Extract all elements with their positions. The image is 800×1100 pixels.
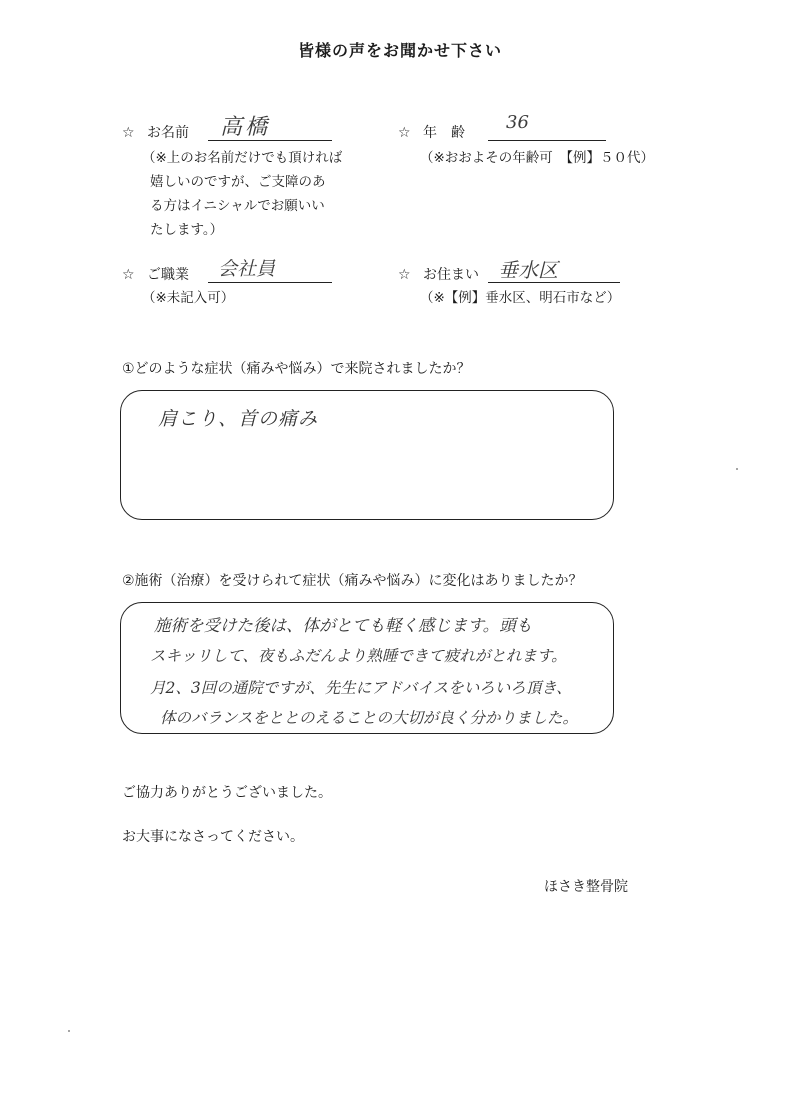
- age-value: 36: [506, 112, 529, 133]
- name-underline: [208, 140, 332, 141]
- occupation-underline: [208, 282, 332, 283]
- age-field: [398, 122, 465, 142]
- answer-2-line-3: 月2、3回の通院ですが、先生にアドバイスをいろいろ頂き、: [150, 679, 572, 697]
- name-note-line-3: る方はイニシャルでお願いい: [150, 198, 325, 214]
- scan-speck: [68, 1030, 70, 1032]
- age-note: （※おおよその年齢可 【例】５０代）: [420, 150, 655, 166]
- answer-2-line-4: 体のバランスをととのえることの大切が良く分かりました。: [160, 709, 579, 727]
- age-underline: [488, 140, 606, 141]
- name-label: お名前: [147, 125, 190, 141]
- residence-note: （※【例】垂水区、明石市など）: [420, 290, 621, 306]
- star-icon: ☆: [398, 125, 411, 141]
- scan-speck: [736, 468, 738, 470]
- name-field: [122, 122, 189, 142]
- question-1: ①どのような症状（痛みや悩み）で来院されましたか？: [122, 361, 471, 377]
- closing-wishes: お大事になさってください。: [122, 829, 304, 845]
- star-icon: ☆: [122, 267, 135, 283]
- residence-label: お住まい: [423, 267, 480, 283]
- answer-1-text: 肩こり、首の痛み: [158, 408, 319, 430]
- residence-field: [398, 264, 479, 284]
- occupation-field: [122, 264, 189, 284]
- age-label: 年 齢: [423, 125, 466, 141]
- star-icon: ☆: [122, 125, 135, 141]
- closing-thanks: ご協力ありがとうございました。: [122, 785, 332, 801]
- name-note-line-4: たします。）: [150, 222, 224, 238]
- question-2: ②施術（治療）を受けられて症状（痛みや悩み）に変化はありましたか？: [122, 573, 583, 589]
- name-value: 高橋: [220, 115, 271, 140]
- occupation-value: 会社員: [218, 258, 276, 280]
- answer-2-line-1: 施術を受けた後は、体がとても軽く感じます。頭も: [154, 616, 533, 635]
- residence-underline: [488, 282, 620, 283]
- name-note-line-1: （※上のお名前だけでも頂ければ: [142, 150, 343, 166]
- residence-value: 垂水区: [498, 258, 558, 282]
- occupation-label: ご職業: [147, 267, 190, 283]
- occupation-note: （※未記入可）: [142, 290, 235, 306]
- clinic-name: ほさき整骨院: [544, 879, 628, 895]
- star-icon: ☆: [398, 267, 411, 283]
- name-note-line-2: 嬉しいのですが、ご支障のあ: [150, 174, 326, 190]
- answer-2-line-2: スキッリして、夜もふだんより熟睡できて疲れがとれます。: [150, 647, 567, 665]
- page-title: 皆様の声をお聞かせ下さい: [297, 41, 502, 60]
